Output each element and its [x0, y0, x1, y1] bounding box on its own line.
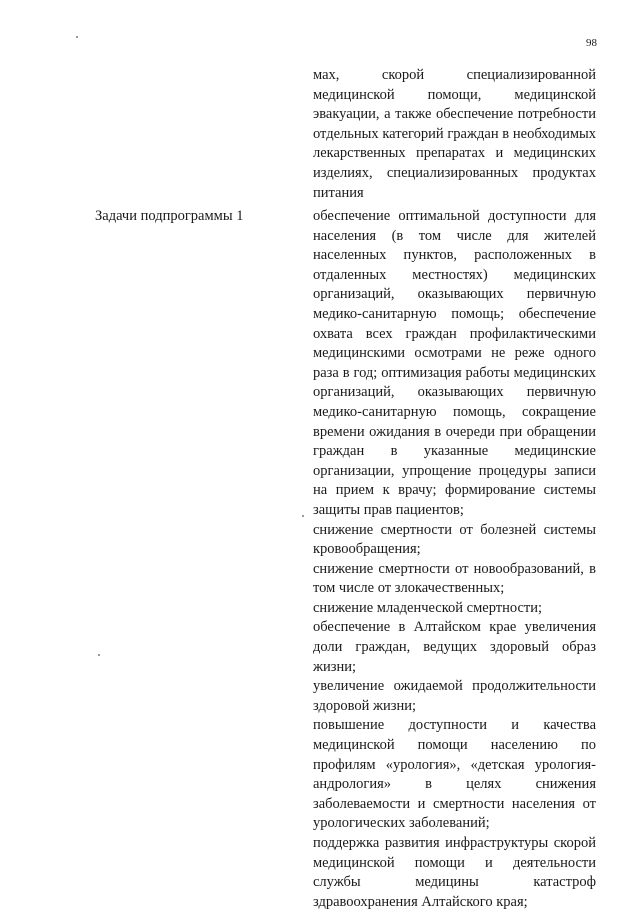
scan-speck — [98, 654, 100, 656]
row-label: Задачи подпрограммы 1 — [95, 208, 244, 224]
task-item: обеспечение в Алтайском крае увеличения доли граждан, ведущих здоровый образ жизни; — [313, 619, 596, 675]
task-item: снижение смертности от болезней системы кровообращения; — [313, 521, 596, 558]
task-item: повышение доступности и качества медицинской помощи населению по профилям «урология», «детская урология-андрология» в целях снижения заболеваемости и смертности населения от урологических заболеваний; — [313, 717, 596, 832]
scan-speck — [76, 36, 78, 38]
page-number: 98 — [586, 37, 597, 49]
task-item: снижение младенческой смертности; — [313, 599, 543, 616]
continuation-paragraph: мах, скорой специализированной медицинской помощи, медицинской эвакуации, а также обеспечение потребности отдельных категорий граждан в необходимых лекарственных препаратах и медицинских изделиях, специализированных продуктах питания — [313, 67, 596, 201]
task-item: обеспечение оптимальной доступности для населения (в том числе для жителей населенных пунктов, расположенных в отдаленных местностях) медицинских организаций, оказывающих первичную медико-санитарную помощь; обеспечение охвата всех граждан профилактическими медицинскими осмотрами не реже одного раза в год; оптимизация работы медицинских организаций, оказывающих первичную медико-санитарную помощь, сокращение времени ожидания в очереди при обращении граждан в указанные медицинские организации, упрощение процедуры записи на прием к врачу; формирование системы защиты прав пациентов; — [313, 208, 596, 518]
task-item: увеличение ожидаемой продолжительности здоровой жизни; — [313, 678, 596, 714]
tasks-list — [313, 207, 596, 912]
scan-speck — [302, 515, 304, 517]
task-item: снижение смертности от новообразований, в том числе от злокачественных; — [313, 560, 596, 597]
continuation-text — [313, 66, 596, 203]
task-item: поддержка развития инфраструктуры скорой медицинской помощи и деятельности службы медицины катастроф здравоохранения Алтайского края; — [313, 835, 596, 910]
